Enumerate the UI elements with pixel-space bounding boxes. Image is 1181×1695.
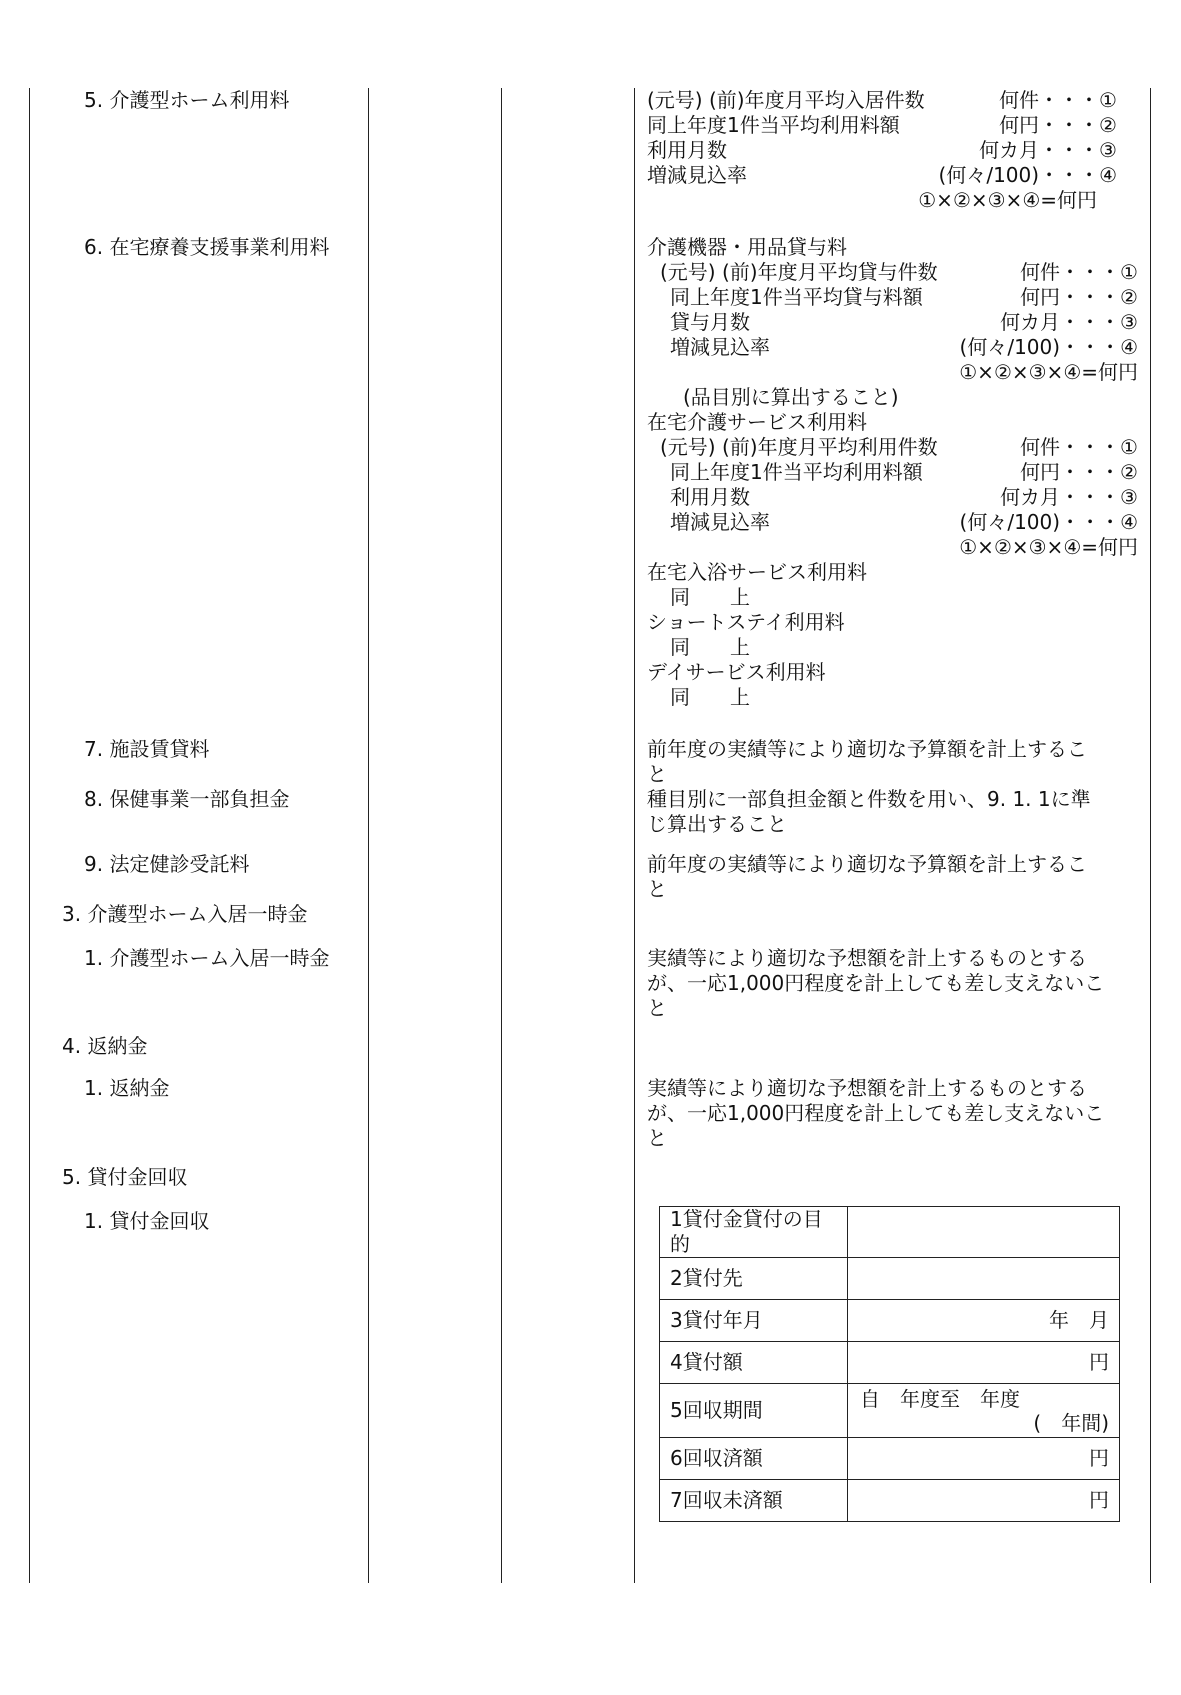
note-7-line-1: 前年度の実績等により適切な予算額を計上するこ [647,737,1087,761]
loan-purpose-label: 1貸付金貸付の目的 [660,1207,848,1258]
label: 増減見込率 [647,163,747,187]
loan-table [659,1206,1120,1522]
label: (元号) (前)年度月平均貸与件数 [660,260,938,284]
label: 利用月数 [670,485,750,509]
item-5-home-fee: 5. 介護型ホーム利用料 [84,88,290,112]
bath-title: 在宅入浴サービス利用料 [647,560,867,584]
value: 何件・・・① [999,88,1117,112]
item-8-health-copay: 8. 保健事業一部負担金 [84,787,290,811]
label: 同上年度1件当平均利用料額 [647,113,900,137]
table-row [660,1207,1120,1258]
label: (元号) (前)年度月平均入居件数 [647,88,925,112]
section-4-refund: 4. 返納金 [62,1034,148,1058]
label: (元号) (前)年度月平均利用件数 [660,435,938,459]
equip-line-1 [660,260,1138,285]
refund-note-line-1: 実績等により適切な予想額を計上するものとする [647,1076,1087,1100]
item-9-checkup-fee: 9. 法定健診受託料 [84,852,250,876]
short-title: ショートステイ利用料 [647,610,845,634]
loan-amount-label: 4貸付額 [660,1342,848,1384]
value: (何々/100)・・・④ [959,335,1138,359]
unrecovered-amount-label: 7回収未済額 [660,1480,848,1522]
recovery-period-years: ( 年間) [1033,1410,1109,1435]
label: 増減見込率 [670,335,770,359]
column-rule-5 [1150,88,1151,1583]
care-formula: ①×②×③×④=何円 [959,535,1138,559]
table-row [660,1480,1120,1522]
recovery-period-range: 自 年度至 年度 [860,1386,1020,1411]
note-7-line-2: と [647,762,667,786]
loan-date-value: 年 月 [848,1300,1120,1342]
bath-same: 同 上 [670,585,750,609]
refund-note-line-2: が、一応1,000円程度を計上しても差し支えないこ [647,1101,1105,1125]
home-fee-line-1 [647,88,1117,113]
recovery-period-label: 5回収期間 [660,1384,848,1438]
table-row [660,1438,1120,1480]
table-row [660,1384,1120,1438]
value: 何円・・・② [999,113,1117,137]
recovered-amount-value: 円 [848,1438,1120,1480]
table-row [660,1258,1120,1300]
value: (何々/100)・・・④ [959,510,1138,534]
short-same: 同 上 [670,635,750,659]
section-3-entry-fee: 3. 介護型ホーム入居一時金 [62,902,308,926]
home-fee-formula: ①×②×③×④=何円 [918,188,1097,212]
label: 貸与月数 [670,310,750,334]
value: 何円・・・② [1020,285,1138,309]
table-row [660,1342,1120,1384]
home-fee-line-3 [647,138,1117,163]
value: 何件・・・① [1020,260,1138,284]
day-same: 同 上 [670,685,750,709]
value: (何々/100)・・・④ [938,163,1117,187]
note-9-line-1: 前年度の実績等により適切な予算額を計上するこ [647,852,1087,876]
item-7-facility-rent: 7. 施設賃貸料 [84,737,210,761]
care-line-3 [670,485,1138,510]
item-5-1-loan-recovery: 1. 貸付金回収 [84,1209,210,1233]
refund-note-line-3: と [647,1126,667,1150]
day-title: デイサービス利用料 [647,660,826,684]
note-8-line-1: 種目別に一部負担金額と件数を用い、9. 1. 1に準 [647,787,1091,811]
value: 何カ月・・・③ [1000,310,1138,334]
item-6-support-fee: 6. 在宅療養支援事業利用料 [84,235,330,259]
equip-formula: ①×②×③×④=何円 [959,360,1138,384]
note-9-line-2: と [647,877,667,901]
home-fee-line-2 [647,113,1117,138]
equip-title: 介護機器・用品貸与料 [647,235,847,259]
equip-note: (品目別に算出すること) [683,385,899,409]
item-4-1-refund: 1. 返納金 [84,1076,170,1100]
equip-line-2 [670,285,1138,310]
column-rule-3 [501,88,502,1583]
value: 何円・・・② [1020,460,1138,484]
care-line-2 [670,460,1138,485]
loan-recipient-value [848,1258,1120,1300]
item-3-1-entry-fee: 1. 介護型ホーム入居一時金 [84,946,330,970]
label: 同上年度1件当平均貸与料額 [670,285,923,309]
column-rule-4 [634,88,635,1583]
recovery-period-value [848,1384,1120,1438]
entry-note-line-1: 実績等により適切な予想額を計上するものとする [647,946,1087,970]
loan-purpose-value [848,1207,1120,1258]
label: 同上年度1件当平均利用料額 [670,460,923,484]
equip-line-4 [670,335,1138,360]
unrecovered-amount-value: 円 [848,1480,1120,1522]
recovered-amount-label: 6回収済額 [660,1438,848,1480]
column-rule-1 [29,88,30,1583]
label: 利用月数 [647,138,727,162]
care-line-1 [660,435,1138,460]
loan-amount-value: 円 [848,1342,1120,1384]
entry-note-line-3: と [647,996,667,1020]
section-5-loan-recovery: 5. 貸付金回収 [62,1165,188,1189]
care-line-4 [670,510,1138,535]
value: 何件・・・① [1020,435,1138,459]
loan-recipient-label: 2貸付先 [660,1258,848,1300]
value: 何カ月・・・③ [979,138,1117,162]
label: 増減見込率 [670,510,770,534]
column-rule-2 [368,88,369,1583]
care-title: 在宅介護サービス利用料 [647,410,867,434]
home-fee-line-4 [647,163,1117,188]
note-8-line-2: じ算出すること [647,812,787,836]
value: 何カ月・・・③ [1000,485,1138,509]
equip-line-3 [670,310,1138,335]
entry-note-line-2: が、一応1,000円程度を計上しても差し支えないこ [647,971,1105,995]
loan-date-label: 3貸付年月 [660,1300,848,1342]
table-row [660,1300,1120,1342]
